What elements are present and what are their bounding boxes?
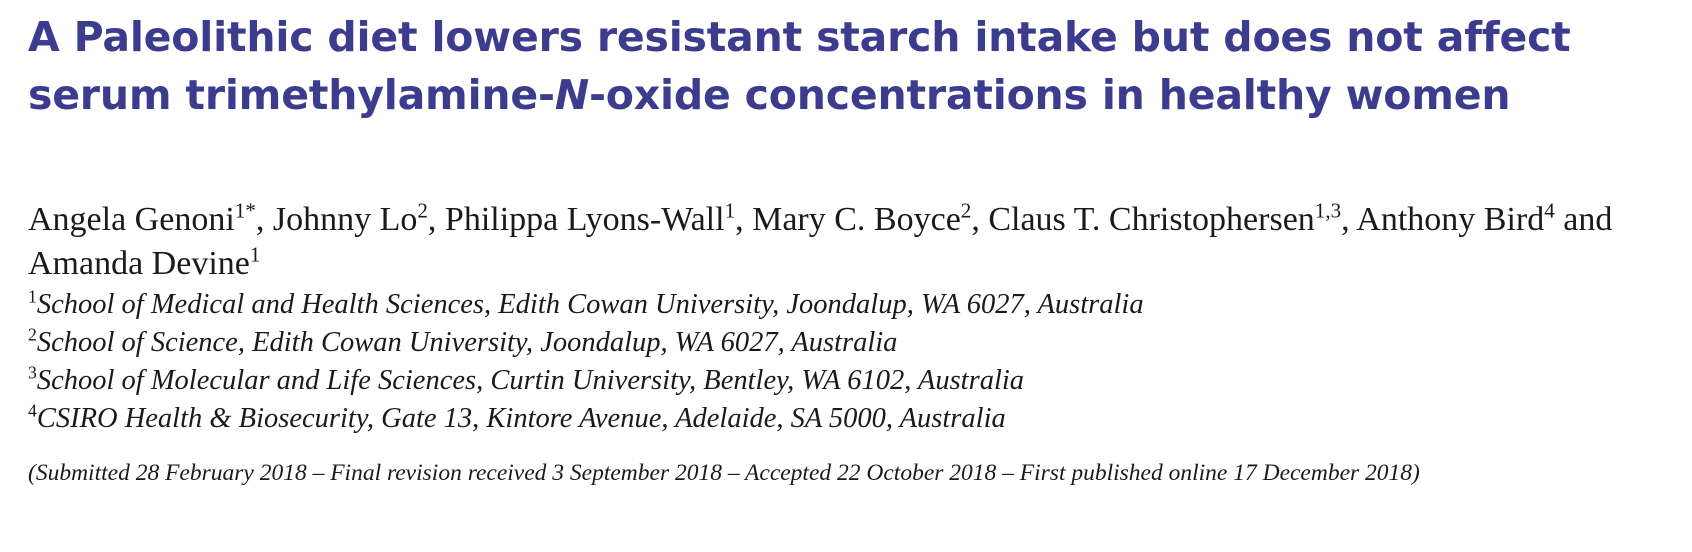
affiliation-item: [28, 400, 1678, 438]
author-affiliation-ref: 4: [1544, 198, 1555, 223]
author-name: Claus T. Christophersen: [988, 201, 1315, 238]
author-affiliation-ref: 1: [249, 242, 261, 267]
author-name: Mary C. Boyce: [752, 201, 961, 238]
author-affiliation-ref: 2: [417, 198, 428, 223]
author-name: Amanda Devine: [28, 245, 250, 282]
author-separator: and: [1554, 201, 1613, 238]
affiliation-text: CSIRO Health & Biosecurity, Gate 13, Kintore Avenue, Adelaide, SA 5000, Australia: [36, 403, 1006, 434]
author-affiliation-ref: 1: [724, 198, 736, 223]
author-affiliation-ref: 1: [234, 198, 246, 223]
affiliation-item: [28, 324, 1678, 362]
author-affiliation-ref: 1,3: [1314, 198, 1342, 223]
affiliation-item: [28, 362, 1678, 400]
affiliation-number: 2: [28, 324, 37, 345]
author-separator: ,: [255, 201, 273, 238]
author-name: Angela Genoni: [28, 201, 235, 238]
corresponding-author-marker: *: [245, 198, 256, 223]
affiliation-text: School of Molecular and Life Sciences, Curtin University, Bentley, WA 6102, Australia: [36, 365, 1025, 396]
article-title: [28, 8, 1668, 124]
affiliation-text: School of Medical and Health Sciences, Edith Cowan University, Joondalup, WA 6027, Australia: [36, 289, 1144, 320]
affiliation-item: [28, 286, 1678, 324]
affiliation-number: 4: [28, 400, 37, 421]
author-affiliation-ref: 2: [960, 198, 972, 223]
affiliation-number: 3: [28, 362, 37, 383]
author-name: Philippa Lyons-Wall: [444, 201, 725, 238]
title-italic-n: N: [554, 71, 589, 119]
publication-history: (Submitted 28 February 2018 – Final revision received 3 September 2018 – Accepted 22 October 2018 – First published online 17 December 2018): [28, 460, 1420, 486]
author-separator: ,: [971, 201, 989, 238]
author-list: [28, 198, 1678, 286]
title-text-part-1: A Paleolithic diet lowers resistant starch intake but does not affect serum trimethylamine-: [28, 13, 1571, 119]
author-name: Johnny Lo: [272, 201, 418, 238]
title-text-part-2: -oxide concentrations in healthy women: [588, 71, 1511, 119]
affiliation-number: 1: [28, 286, 37, 307]
author-separator: ,: [1341, 201, 1357, 238]
author-separator: ,: [735, 201, 753, 238]
author-separator: ,: [427, 201, 445, 238]
affiliation-list: [28, 286, 1678, 438]
author-name: Anthony Bird: [1356, 201, 1545, 238]
affiliation-text: School of Science, Edith Cowan University, Joondalup, WA 6027, Australia: [36, 327, 898, 358]
